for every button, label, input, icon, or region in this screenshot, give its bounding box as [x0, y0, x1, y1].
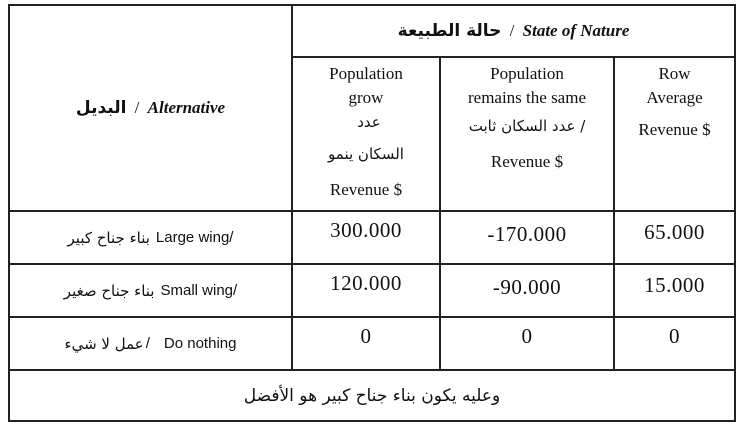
table-border-bottom [8, 420, 736, 422]
column-header-line: Row [658, 64, 691, 83]
table-cell-value: 300.000 [330, 217, 402, 242]
row-label-large-wing: بناء جناح كبير Large wing/ [67, 228, 234, 247]
column-header-line: Average [646, 88, 703, 107]
column-unit: Revenue $ [329, 180, 403, 199]
conclusion-text: وعليه يكون بناء جناح كبير هو الأفضل [243, 385, 501, 406]
column-header-line-ar: عدد السكان ثابت / [468, 117, 586, 135]
state-of-nature-header-ar: حالة الطبيعة [397, 21, 502, 41]
row-label-small-wing: بناء جناح صغير Small wing/ [63, 281, 238, 300]
column-unit: Revenue $ [490, 152, 564, 171]
column-header-line-ar: السكان ينمو [328, 145, 404, 163]
alternative-header-en: Alternative [147, 98, 226, 117]
row-label-do-nothing: عمل لا شيء / Do nothing [64, 334, 237, 353]
column-unit: Revenue $ [638, 120, 711, 139]
decision-table [8, 4, 736, 422]
table-cell-value: 65.000 [644, 219, 705, 244]
column-header-population-same [441, 58, 613, 210]
table-cell-value: 120.000 [330, 270, 402, 295]
header-separator: / [509, 21, 515, 40]
table-border-right [734, 4, 736, 422]
column-header-row-average [615, 58, 734, 210]
state-of-nature-header-en: State of Nature [522, 21, 630, 40]
table-cell-value: -90.000 [492, 274, 562, 299]
header-separator: / [134, 98, 140, 117]
table-cell-value: 0 [360, 323, 372, 348]
table-cell-value: 0 [669, 323, 680, 348]
column-header-population-grow [293, 58, 439, 210]
column-header-line: remains the same [467, 88, 586, 107]
state-of-nature-header [293, 6, 734, 56]
alternative-header [10, 6, 291, 210]
table-cell-value: -170.000 [487, 221, 567, 246]
table-cell-value: 0 [521, 323, 533, 348]
table-cell-value: 15.000 [644, 272, 705, 297]
column-header-line: Population [490, 64, 564, 83]
column-header-line: Population [329, 64, 403, 83]
column-header-line: grow عدد [348, 88, 384, 131]
alternative-header-ar: البديل [75, 98, 127, 118]
